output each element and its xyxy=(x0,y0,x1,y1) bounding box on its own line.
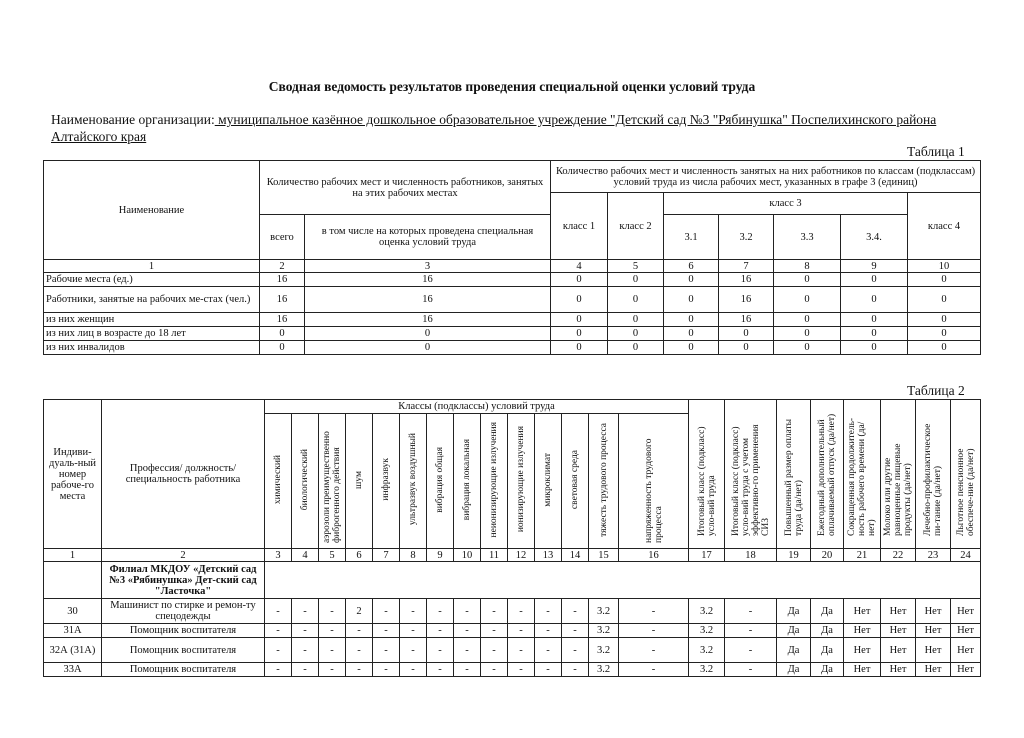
t2-column-number: 7 xyxy=(373,549,400,562)
t2-cell: - xyxy=(373,638,400,663)
t2-column-number: 8 xyxy=(400,549,427,562)
t2-cell: Нет xyxy=(916,638,951,663)
t1-row-name: Работники, занятые на рабочих ме-стах (чел.) xyxy=(44,287,260,313)
t2-cell: - xyxy=(454,638,481,663)
t1-row-name: Рабочие места (ед.) xyxy=(44,273,260,287)
t1-cell: 0 xyxy=(774,313,841,327)
t2-column-number: 17 xyxy=(689,549,725,562)
t2-cell: - xyxy=(508,663,535,677)
t2-cell: 3.2 xyxy=(689,599,725,624)
t2-cell: 3.2 xyxy=(689,663,725,677)
t1-column-number: 3 xyxy=(305,260,551,273)
t2-cell: - xyxy=(481,638,508,663)
t2-cell: Нет xyxy=(844,663,881,677)
t2-column-number: 22 xyxy=(881,549,916,562)
t2-cell: - xyxy=(535,663,562,677)
t1-cell: 0 xyxy=(551,287,608,313)
t2-cell: 3.2 xyxy=(689,624,725,638)
t2-cell: - xyxy=(265,638,292,663)
t2-header-20: Ежегодный дополнительный оплачиваемый отпуск (да/нет) xyxy=(811,400,844,549)
t2-column-number: 11 xyxy=(481,549,508,562)
org-value: муниципальное казённое дошкольное образовательное учреждение "Детский сад №3 "Рябинушка" Поспелихинского района Алтайского края xyxy=(51,112,937,144)
t1-row-name: из них лиц в возрасте до 18 лет xyxy=(44,327,260,341)
t1-cell: 0 xyxy=(908,273,981,287)
t2-cell: - xyxy=(292,663,319,677)
t2-header-22: Молоко или другие равноценные пищевые продукты (да/нет) xyxy=(881,400,916,549)
t2-cell: Да xyxy=(777,663,811,677)
t2-column-number: 14 xyxy=(562,549,589,562)
t1-cell: 0 xyxy=(841,341,908,355)
t2-cell: Нет xyxy=(881,663,916,677)
t2-cell: Да xyxy=(777,599,811,624)
t2-workplace-id: 30 xyxy=(44,599,102,624)
t1-cell: 0 xyxy=(551,273,608,287)
organization-line xyxy=(51,111,981,145)
t2-cell: Да xyxy=(811,663,844,677)
t2-cell: - xyxy=(292,638,319,663)
t2-header-18: Итоговый класс (подкласс) усло-вий труда с учетом эффективно-го применения СИЗ xyxy=(725,400,777,549)
t2-cell: - xyxy=(319,663,346,677)
t1-cell: 0 xyxy=(908,327,981,341)
t2-profession: Помощник воспитателя xyxy=(102,638,265,663)
t1-header-3-3: 3.3 xyxy=(774,215,841,260)
t2-cell: - xyxy=(562,663,589,677)
t2-cell: - xyxy=(619,638,689,663)
t2-header-19: Повышенный размер оплаты труда (да/нет) xyxy=(777,400,811,549)
t1-header-class3: класс 3 xyxy=(664,193,908,215)
t2-header-profession: Профессия/ должность/ специальность работника xyxy=(102,400,265,549)
t2-cell: Да xyxy=(811,599,844,624)
t1-row xyxy=(44,327,981,341)
t1-cell: 0 xyxy=(664,313,719,327)
t1-cell: 0 xyxy=(305,327,551,341)
t1-cell: 0 xyxy=(719,341,774,355)
t2-cell: - xyxy=(725,663,777,677)
t2-column-number: 9 xyxy=(427,549,454,562)
branch-empty-cells xyxy=(265,562,981,599)
t2-cell: - xyxy=(562,599,589,624)
t2-cell: - xyxy=(481,663,508,677)
t1-cell: 16 xyxy=(719,273,774,287)
t2-cell: - xyxy=(265,599,292,624)
t2-column-number: 20 xyxy=(811,549,844,562)
t2-cell: - xyxy=(373,624,400,638)
t1-cell: 16 xyxy=(260,273,305,287)
t1-cell: 0 xyxy=(719,327,774,341)
t1-cell: 0 xyxy=(608,341,664,355)
t2-column-number: 4 xyxy=(292,549,319,562)
t2-cell: - xyxy=(481,599,508,624)
t2-cell: Да xyxy=(811,624,844,638)
t2-cell: 3.2 xyxy=(589,638,619,663)
t2-row xyxy=(44,663,981,677)
t2-column-number: 16 xyxy=(619,549,689,562)
t2-column-number: 18 xyxy=(725,549,777,562)
t1-header-name: Наименование xyxy=(44,161,260,260)
t2-header-24: Льготное пенсионное обеспече-ние (да/нет) xyxy=(951,400,981,549)
t1-cell: 0 xyxy=(664,287,719,313)
t2-factor-header: инфразвук xyxy=(373,414,400,549)
t1-cell: 0 xyxy=(908,287,981,313)
t1-header-class4: класс 4 xyxy=(908,193,981,260)
t2-cell: - xyxy=(535,638,562,663)
t2-cell: Нет xyxy=(881,624,916,638)
t1-cell: 0 xyxy=(305,341,551,355)
t2-column-number: 19 xyxy=(777,549,811,562)
t2-factor-header: ультразвук воздушный xyxy=(400,414,427,549)
t1-header-class1: класс 1 xyxy=(551,193,608,260)
t2-workplace-id: 31А xyxy=(44,624,102,638)
t2-row xyxy=(44,599,981,624)
t1-column-number: 6 xyxy=(664,260,719,273)
t1-header-classes: Количество рабочих мест и численность занятых на них работников по классам (подклассам) условий труда из числа рабочих мест, указанных в графе 3 (единиц) xyxy=(551,161,981,193)
t2-cell: - xyxy=(319,638,346,663)
t2-cell: - xyxy=(619,599,689,624)
t2-cell: - xyxy=(319,599,346,624)
t1-cell: 16 xyxy=(305,287,551,313)
t2-factor-header: химический xyxy=(265,414,292,549)
t2-cell: Нет xyxy=(844,638,881,663)
t2-column-number: 10 xyxy=(454,549,481,562)
t1-cell: 0 xyxy=(664,273,719,287)
t2-factor-header: неионизирующие излучения xyxy=(481,414,508,549)
summary-table xyxy=(43,160,981,355)
t2-row xyxy=(44,638,981,663)
t1-cell: 0 xyxy=(551,313,608,327)
branch-name: Филиал МКДОУ «Детский сад №3 «Рябинушка» Дет-ский сад "Ласточка" xyxy=(102,562,265,599)
t1-row xyxy=(44,273,981,287)
t1-row xyxy=(44,341,981,355)
t2-profession: Помощник воспитателя xyxy=(102,624,265,638)
t2-header-17: Итоговый класс (подкласс) усло-вий труда xyxy=(689,400,725,549)
t2-column-number: 24 xyxy=(951,549,981,562)
t2-cell: Нет xyxy=(916,624,951,638)
t2-cell: - xyxy=(619,663,689,677)
t2-column-number: 3 xyxy=(265,549,292,562)
t2-column-number: 23 xyxy=(916,549,951,562)
t2-cell: Да xyxy=(777,624,811,638)
t1-cell: 0 xyxy=(664,341,719,355)
t2-cell: - xyxy=(427,638,454,663)
t2-header-21: Сокращенная продолжитель-ность рабочего времени (да/нет) xyxy=(844,400,881,549)
t2-cell: Нет xyxy=(916,663,951,677)
t1-cell: 0 xyxy=(774,287,841,313)
t2-cell: - xyxy=(400,624,427,638)
t2-cell: Нет xyxy=(951,663,981,677)
t2-cell: Нет xyxy=(844,599,881,624)
t2-cell: - xyxy=(427,663,454,677)
t2-factor-header: световая среда xyxy=(562,414,589,549)
t1-header-3-1: 3.1 xyxy=(664,215,719,260)
t2-cell: - xyxy=(725,638,777,663)
t2-cell: - xyxy=(508,624,535,638)
t2-row xyxy=(44,624,981,638)
t1-header-3-4: 3.4. xyxy=(841,215,908,260)
t2-cell: 3.2 xyxy=(589,599,619,624)
t1-cell: 0 xyxy=(774,327,841,341)
t1-row xyxy=(44,287,981,313)
t1-cell: 16 xyxy=(305,313,551,327)
t1-column-number: 7 xyxy=(719,260,774,273)
t1-cell: 0 xyxy=(841,327,908,341)
t1-cell: 0 xyxy=(608,287,664,313)
t1-cell: 0 xyxy=(774,341,841,355)
t1-cell: 0 xyxy=(551,327,608,341)
t2-cell: - xyxy=(508,638,535,663)
t2-cell: - xyxy=(562,638,589,663)
t1-column-number: 1 xyxy=(44,260,260,273)
workplaces-table xyxy=(43,399,981,677)
t2-cell: - xyxy=(535,624,562,638)
t1-column-number: 9 xyxy=(841,260,908,273)
t1-cell: 0 xyxy=(260,327,305,341)
document-title: Сводная ведомость результатов проведения специальной оценки условий труда xyxy=(268,79,756,94)
t2-cell: - xyxy=(319,624,346,638)
t2-column-number: 6 xyxy=(346,549,373,562)
t2-cell: - xyxy=(454,599,481,624)
t2-cell: Нет xyxy=(951,638,981,663)
t1-header-count: Количество рабочих мест и численность работников, занятых на этих рабочих местах xyxy=(260,161,551,215)
t1-header-class2: класс 2 xyxy=(608,193,664,260)
t2-cell: - xyxy=(427,599,454,624)
t1-cell: 16 xyxy=(719,313,774,327)
table2-label: Таблица 2 xyxy=(907,383,965,398)
t1-cell: 0 xyxy=(908,313,981,327)
t2-factor-header: шум xyxy=(346,414,373,549)
t2-factor-header: вибрация общая xyxy=(427,414,454,549)
t1-column-number: 10 xyxy=(908,260,981,273)
t2-cell: - xyxy=(508,599,535,624)
branch-id-cell xyxy=(44,562,102,599)
t2-cell: Нет xyxy=(916,599,951,624)
t2-cell: Да xyxy=(811,638,844,663)
t2-cell: - xyxy=(454,663,481,677)
t1-column-number: 4 xyxy=(551,260,608,273)
t1-cell: 0 xyxy=(841,273,908,287)
t1-column-number: 5 xyxy=(608,260,664,273)
t2-cell: Нет xyxy=(951,624,981,638)
t1-column-number: 2 xyxy=(260,260,305,273)
t2-column-number: 13 xyxy=(535,549,562,562)
t2-column-number: 2 xyxy=(102,549,265,562)
t2-cell: 3.2 xyxy=(589,663,619,677)
t2-cell: - xyxy=(373,599,400,624)
t2-column-number: 5 xyxy=(319,549,346,562)
t2-cell: - xyxy=(346,624,373,638)
t2-cell: - xyxy=(481,624,508,638)
org-label: Наименование организации: xyxy=(51,112,215,127)
t2-cell: 2 xyxy=(346,599,373,624)
t2-header-id: Индиви-дуаль-ный номер рабоче-го места xyxy=(44,400,102,549)
t2-column-number: 15 xyxy=(589,549,619,562)
t2-cell: - xyxy=(346,638,373,663)
t1-cell: 16 xyxy=(719,287,774,313)
t1-cell: 16 xyxy=(305,273,551,287)
t2-factor-header: аэрозоли преимущественно фиброгенного действия xyxy=(319,414,346,549)
t2-number-row xyxy=(44,549,981,562)
t2-cell: - xyxy=(265,663,292,677)
t2-cell: - xyxy=(400,663,427,677)
t2-cell: - xyxy=(725,599,777,624)
t1-cell: 0 xyxy=(664,327,719,341)
t2-profession: Помощник воспитателя xyxy=(102,663,265,677)
t2-cell: Да xyxy=(777,638,811,663)
t2-factor-header: ионизирующие излучения xyxy=(508,414,535,549)
t1-row xyxy=(44,313,981,327)
t2-cell: Нет xyxy=(844,624,881,638)
t2-cell: - xyxy=(427,624,454,638)
t2-workplace-id: 32А (31А) xyxy=(44,638,102,663)
t1-cell: 0 xyxy=(841,313,908,327)
t2-cell: - xyxy=(292,624,319,638)
t1-cell: 0 xyxy=(608,273,664,287)
t1-row-name: из них женщин xyxy=(44,313,260,327)
t1-cell: 0 xyxy=(841,287,908,313)
t2-cell: 3.2 xyxy=(689,638,725,663)
t1-header-total: всего xyxy=(260,215,305,260)
t2-cell: - xyxy=(725,624,777,638)
t2-cell: - xyxy=(346,663,373,677)
t2-cell: Нет xyxy=(881,599,916,624)
t2-cell: - xyxy=(292,599,319,624)
t1-header-assessed: в том числе на которых проведена специальная оценка условий труда xyxy=(305,215,551,260)
t2-cell: 3.2 xyxy=(589,624,619,638)
t2-factor-header: тяжесть трудового процесса xyxy=(589,414,619,549)
t1-column-number: 8 xyxy=(774,260,841,273)
t2-cell: - xyxy=(265,624,292,638)
t2-cell: - xyxy=(454,624,481,638)
t1-header-3-2: 3.2 xyxy=(719,215,774,260)
t2-cell: - xyxy=(535,599,562,624)
t2-cell: Нет xyxy=(951,599,981,624)
t2-workplace-id: 33А xyxy=(44,663,102,677)
t2-factor-header: вибрация локальная xyxy=(454,414,481,549)
t2-profession: Машинист по стирке и ремон-ту спецодежды xyxy=(102,599,265,624)
t2-factor-header: напряженность трудового процесса xyxy=(619,414,689,549)
t1-number-row xyxy=(44,260,981,273)
t2-header-classes: Классы (подклассы) условий труда xyxy=(265,400,689,414)
t2-factor-header: микроклимат xyxy=(535,414,562,549)
t2-cell: - xyxy=(619,624,689,638)
t2-cell: - xyxy=(373,663,400,677)
t1-cell: 0 xyxy=(774,273,841,287)
t2-cell: Нет xyxy=(881,638,916,663)
t1-cell: 0 xyxy=(608,313,664,327)
t1-cell: 16 xyxy=(260,313,305,327)
t1-row-name: из них инвалидов xyxy=(44,341,260,355)
t1-cell: 0 xyxy=(908,341,981,355)
table1-label: Таблица 1 xyxy=(907,144,965,159)
t2-column-number: 21 xyxy=(844,549,881,562)
t1-cell: 0 xyxy=(551,341,608,355)
t2-header-23: Лечебно-профилактическое пи-тание (да/нет) xyxy=(916,400,951,549)
t2-column-number: 12 xyxy=(508,549,535,562)
t2-cell: - xyxy=(400,638,427,663)
t2-cell: - xyxy=(562,624,589,638)
t2-cell: - xyxy=(400,599,427,624)
t2-column-number: 1 xyxy=(44,549,102,562)
t1-cell: 0 xyxy=(608,327,664,341)
t1-cell: 0 xyxy=(260,341,305,355)
t2-factor-header: биологический xyxy=(292,414,319,549)
t1-cell: 16 xyxy=(260,287,305,313)
